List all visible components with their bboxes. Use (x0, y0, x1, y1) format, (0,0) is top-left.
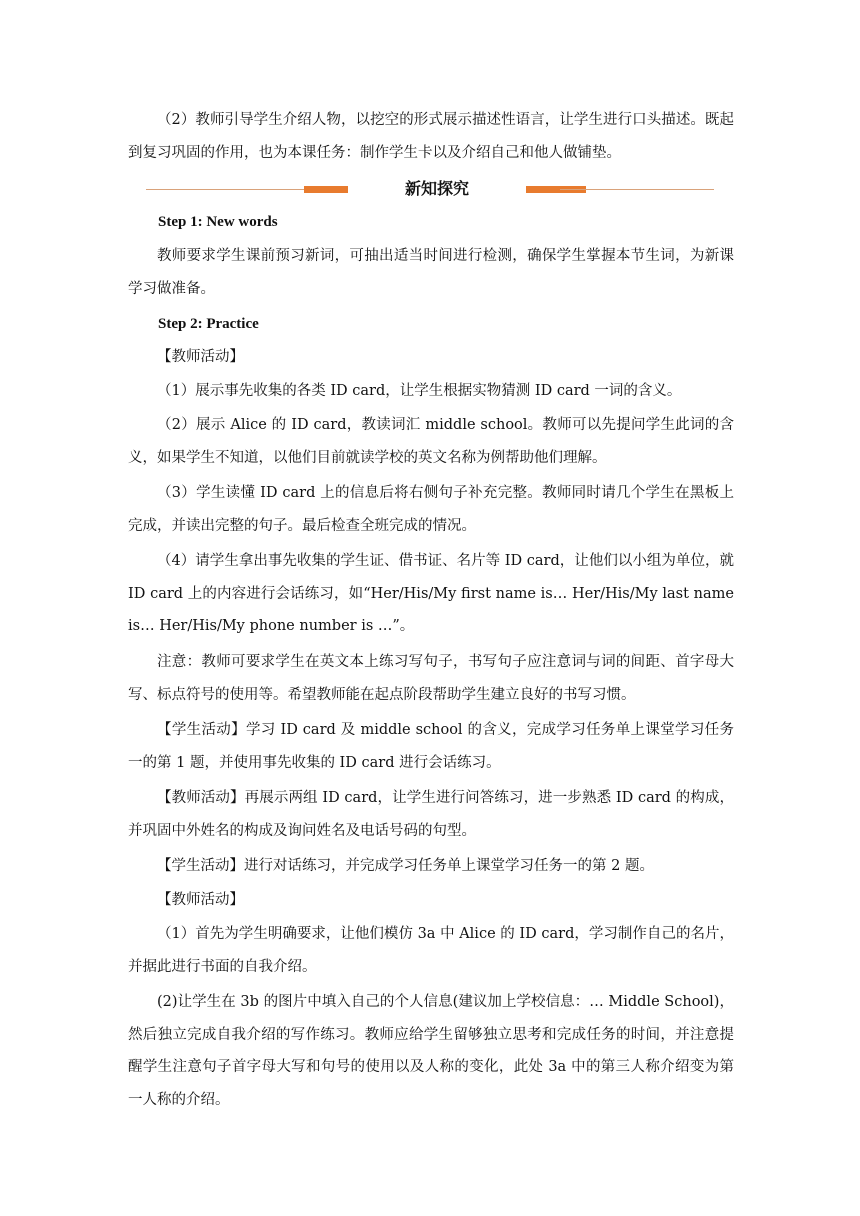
teacher-item-1: （1）展示事先收集的各类 ID card，让学生根据实物猜测 ID card 一词的含义。 (157, 383, 682, 399)
section-bar-left (304, 186, 348, 193)
step1-paragraph: 教师要求学生课前预习新词，可抽出适当时间进行检测，确保学生掌握本节生词，为新课学习做准备。 (128, 248, 734, 297)
section-title: 新知探究 (404, 179, 469, 198)
teacher-activity-2: 【教师活动】再展示两组 ID card，让学生进行问答练习，进一步熟悉 ID card 的构成，并巩固中外姓名的构成及询问姓名及电话号码的句型。 (128, 790, 734, 839)
teacher-activity-label-2: 【教师活动】 (157, 892, 244, 908)
teacher-activity-label-1: 【教师活动】 (157, 349, 244, 365)
note-paragraph: 注意：教师可要求学生在英文本上练习写句子，书写句子应注意词与词的间距、首字母大写、标点符号的使用等。希望教师能在起点阶段帮助学生建立良好的书写习惯。 (128, 654, 734, 703)
student-activity-2: 【学生活动】进行对话练习，并完成学习任务单上课堂学习任务一的第 2 题。 (157, 858, 654, 874)
intro-paragraph: （2）教师引导学生介绍人物，以挖空的形式展示描述性语言，让学生进行口头描述。既起到复习巩固的作用，也为本课任务：制作学生卡以及介绍自己和他人做铺垫。 (128, 112, 734, 161)
step1-heading: Step 1: New words (158, 214, 278, 230)
student-activity-1: 【学生活动】学习 ID card 及 middle school 的含义，完成学习任务单上课堂学习任务一的第 1 题，并使用事先收集的 ID card 进行会话练习。 (128, 722, 734, 771)
teacher-item-6: (2)让学生在 3b 的图片中填入自己的个人信息(建议加上学校信息：… Middle School)，然后独立完成自我介绍的写作练习。教师应给学生留够独立思考和完成任务的时间，并注意提醒学生注意句子首字母大写和句号的使用以及人称的变化，此处 3a 中的第三人称介绍变为第一人称的介绍。 (128, 994, 734, 1108)
section-rule-left (146, 189, 304, 190)
section-header (146, 174, 714, 204)
teacher-item-4: （4）请学生拿出事先收集的学生证、借书证、名片等 ID card，让他们以小组为单位，就 ID card 上的内容进行会话练习，如“Her/His/My first name is… Her/His/My last name is… Her/His/My phone number is …”。 (128, 553, 734, 634)
step2-heading: Step 2: Practice (158, 316, 259, 332)
teacher-item-2: （2）展示 Alice 的 ID card，教读词汇 middle school。教师可以先提问学生此词的含义，如果学生不知道，以他们目前就读学校的英文名称为例帮助他们理解。 (128, 417, 734, 466)
teacher-item-5: （1）首先为学生明确要求，让他们模仿 3a 中 Alice 的 ID card，学习制作自己的名片，并据此进行书面的自我介绍。 (128, 926, 734, 975)
teacher-item-3: （3）学生读懂 ID card 上的信息后将右侧句子补充完整。教师同时请几个学生在黑板上完成，并读出完整的句子。最后检查全班完成的情况。 (128, 485, 734, 534)
section-rule-right (560, 189, 714, 190)
